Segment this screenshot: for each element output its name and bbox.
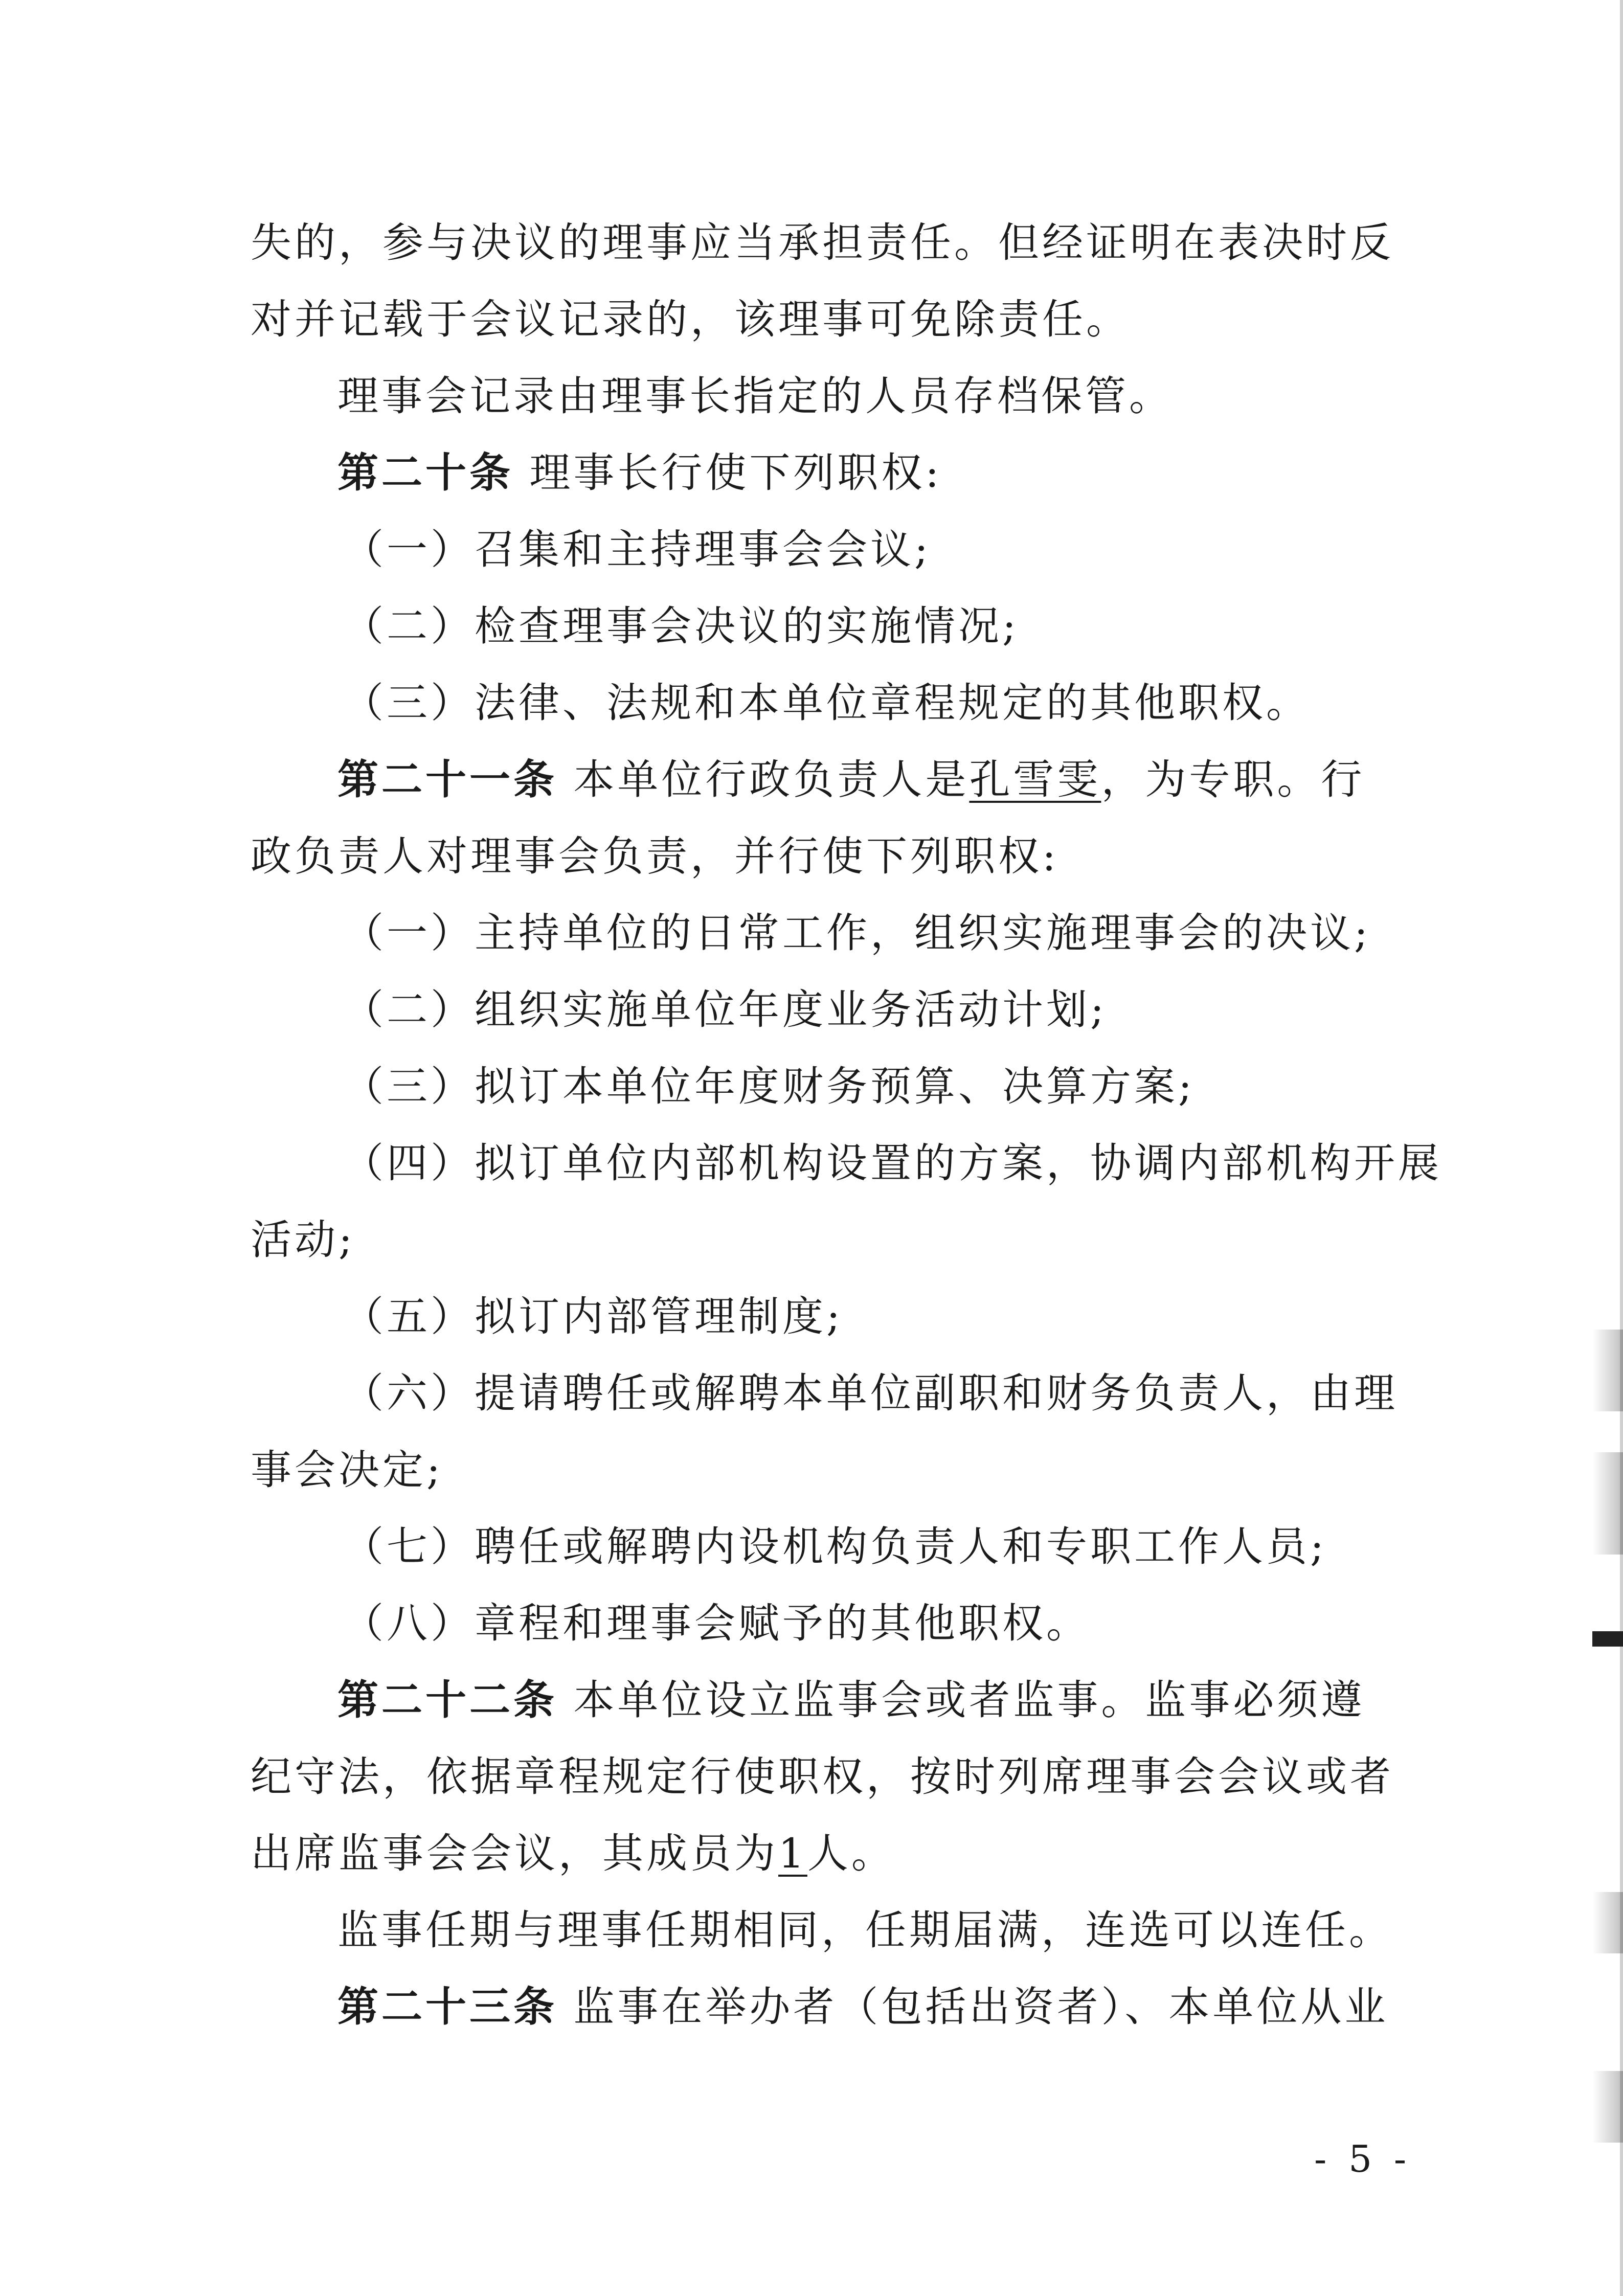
- article-title: 第二十三条: [337, 1983, 557, 2031]
- article-title: 第二十一条: [337, 756, 557, 803]
- article-title: 第二十条: [337, 449, 513, 497]
- article-text: 本单位行政负责人是: [557, 756, 970, 803]
- article-text: 监事在举办者（包括出资者）、本单位从业: [557, 1983, 1389, 2031]
- text-line: [251, 1815, 1386, 1892]
- text-fragment: 人。: [807, 1830, 895, 1877]
- page-number: - 5 -: [1314, 2137, 1412, 2180]
- paragraph: 监事任期与理事任期相同，任期届满，连选可以连任。: [337, 1906, 1393, 1954]
- list-item: （三）拟订本单位年度财务预算、决算方案;: [343, 1063, 1195, 1110]
- text-line: 活动;: [251, 1216, 355, 1264]
- list-item: （二）组织实施单位年度业务活动计划;: [343, 986, 1107, 1033]
- list-item: （四）拟订单位内部机构设置的方案，协调内部机构开展: [343, 1139, 1442, 1187]
- responsible-person-name: 孔雪雯: [969, 756, 1101, 803]
- text-fragment: 出席监事会会议，其成员为: [251, 1830, 778, 1877]
- scan-edge-mark: [1592, 1631, 1623, 1647]
- text-line: 事会决定;: [251, 1446, 443, 1494]
- article-20: [251, 435, 1386, 511]
- scan-edge-mark: [1592, 1330, 1623, 1411]
- article-23: [251, 1969, 1389, 2045]
- list-item: （一）召集和主持理事会会议;: [343, 526, 931, 573]
- text-line: 纪守法，依据章程规定行使职权，按时列席理事会会议或者: [251, 1753, 1394, 1800]
- text-line: 对并记载于会议记录的，该理事可免除责任。: [251, 296, 1130, 343]
- article-text: 本单位设立监事会或者监事。监事必须遵: [557, 1676, 1365, 1724]
- list-item: （五）拟订内部管理制度;: [343, 1293, 843, 1340]
- article-title: 第二十二条: [337, 1676, 557, 1724]
- list-item: （六）提请聘任或解聘本单位副职和财务负责人，由理: [343, 1369, 1398, 1417]
- list-item: （八）章程和理事会赋予的其他职权。: [343, 1600, 1090, 1647]
- member-count: 1: [778, 1830, 807, 1877]
- list-item: （七）聘任或解聘内设机构负责人和专职工作人员;: [343, 1523, 1327, 1570]
- scan-edge-mark: [1592, 1892, 1623, 1953]
- list-item: （三）法律、法规和本单位章程规定的其他职权。: [343, 679, 1310, 727]
- article-text: ，为专职。行: [1101, 756, 1365, 803]
- text-line: 政负责人对理事会负责，并行使下列职权:: [251, 832, 1059, 880]
- text-line: 失的，参与决议的理事应当承担责任。但经证明在表决时反: [251, 219, 1394, 266]
- scan-edge-mark: [1592, 2071, 1623, 2143]
- scan-edge-mark: [1592, 1452, 1623, 1555]
- list-item: （二）检查理事会决议的实施情况;: [343, 602, 1019, 650]
- list-item: （一）主持单位的日常工作，组织实施理事会的决议;: [343, 909, 1371, 957]
- paragraph: 理事会记录由理事长指定的人员存档保管。: [337, 372, 1173, 420]
- article-text: 理事长行使下列职权:: [513, 449, 942, 497]
- article-22: [251, 1662, 1386, 1739]
- document-body: [251, 205, 1442, 2045]
- article-21: [251, 741, 1386, 818]
